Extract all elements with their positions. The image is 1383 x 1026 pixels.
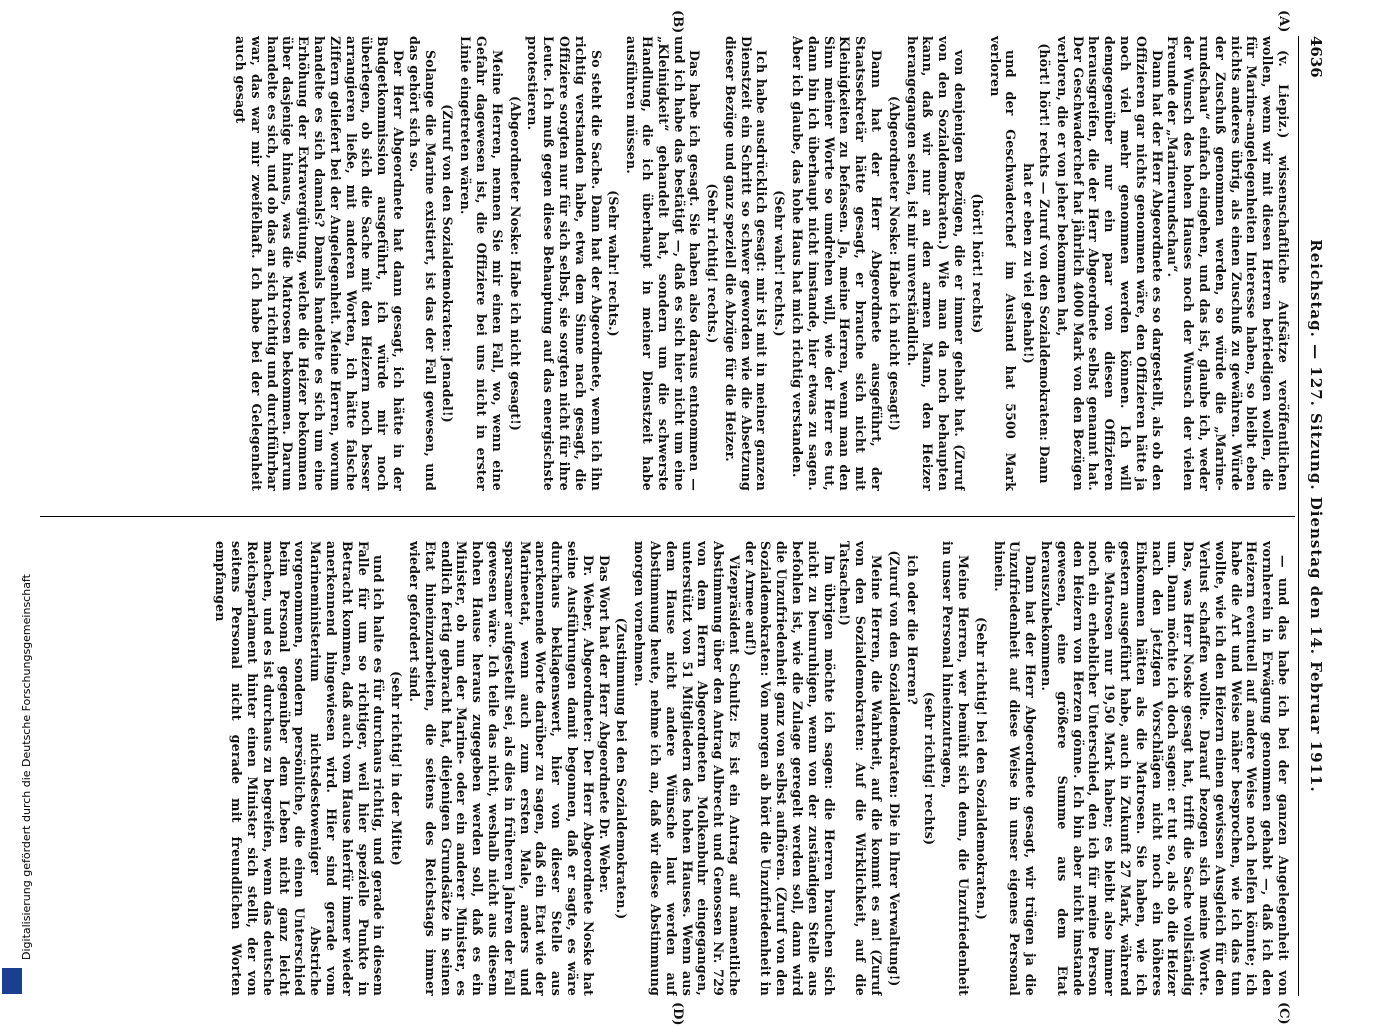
paragraph: und der Geschwaderchef im Ausland hat 5500 Mark verloren	[987, 36, 1019, 491]
paragraph: — und das habe ich bei der ganzen Angelegenheit von vornherein in Erwägung genommen gehabt —, daß ich den Heizern eventuell auf andere Weise noch helfen könnte; ich habe die Art und Weise näher besprochen, wie ich das tun wollte, wie ich den Heizern einen gewissen Ausgleich für den Verlust schaffen wollte. Darauf bezogen sich meine Worte. Das, was Herr Noske gesagt hat, trifft die Sache vollständig um. Dann möchte ich doch sagen: er tut so, als ob die Heizer nach den jetzigen Vorschlägen nicht noch ein höheres Einkommen hätten als die Matrosen. Sie haben, wie ich gestern ausgeführt habe, auch in Zukunft 27 Mark, während die Matrosen nur 19,50 Mark haben; es bleibt also immer noch ein erheblicher Unterschied, den ich für meine Person den Heizern von Herzen gönne. Ich bin aber nicht imstande gewesen, eine größere Summe aus dem Etat herauszubekommen.	[1039, 541, 1291, 996]
paragraph: Dann hat der Herr Abgeordnete es so dargestellt, als ob den Offizieren gar nichts genommen wäre, den Offizieren hätte ja noch viel mehr genommen werden können. Ich will demgegenüber nur ein paar von diesen Offizieren herausgreifen, die der Herr Abgeordnete selbst genannt hat. Der Geschwaderchef hat jährlich 4000 Mark von den Bezügen verloren, die er von jeher bekommen hat,	[1054, 36, 1165, 491]
paragraph: und ich halte es für durchaus richtig, und gerade in diesem Falle für um so richtiger, weil hier spezielle Punkte in Betracht kommen, daß auch vom Hause hierfür immer wieder anerkennend hingewiesen wird. Hier sind gerade vom Marineministerium nichtsdestoweniger Abstriche vorgenommen, sondern persönliche, die einen Unterschied beim Personal gegenüber dem Leben nicht ganz leicht machen, und es ist durchaus zu begreifen, wenn das deutsche Reichsparlament hinter einen Minister sich stellt, der von seitens Personal nicht gerade mit freundlichen Worten empfangen	[213, 541, 387, 996]
paragraph: Solange die Marine existiert, ist das der Fall gewesen, und das gehört sich so.	[406, 36, 438, 491]
dfg-logo	[2, 968, 22, 994]
paragraph: ich oder die Herren?	[904, 555, 920, 705]
paragraph: Der Herr Abgeordnete hat dann gesagt, ich hätte in der Budgetkommission ausgeführt, ich würde mir noch überlegen, ob sich die Sache mit den Heizern noch besser arrangieren ließe, mit anderen Worten, ich hätte falsche Ziffern geliefert bei der Angelegenheit. Meine Herren, worum handelte es sich damals? Damals handelte es sich um eine Erhöhung der Extravergütung, welche die Heizer bekommen über dasjenige hinaus, was die Matrosen bekommen. Darum handelte es sich, und ob das an sich richtig und durchführbar war, das war mir zweifelhaft. Ich habe bei der Gelegenheit auch gesagt	[233, 36, 406, 491]
interjection: (Abgeordneter Noske: Habe ich nicht gesagt!)	[507, 95, 523, 432]
paragraph: Meine Herren, wer bemüht sich denn, die Unzufriedenheit in unser Personal hineinzutragen,	[940, 541, 972, 996]
paragraph: Im übrigen möchte ich sagen: die Herren brauchen sich nicht zu beunruhigen, wenn von der zuständigen Stelle aus befohlen ist, wie die Zulage geregelt werden soll, dann wird die Unzufriedenheit ganz von selbst aufhören. (Zuruf von den Sozialdemokraten: Von morgen ab hört die Unzufriedenheit in der Armee auf!)	[742, 541, 837, 996]
page-number: 4636	[1307, 36, 1325, 78]
left-column	[41, 36, 1291, 491]
paragraph: Meine Herren, nennen Sie mir einen Fall, wo, wenn eine Gefahr dagewesen ist, die Offiziere bei uns nicht in erster Linie eingetreten wären.	[458, 36, 505, 491]
credit-text: Digitalisierung gefördert durch die Deutsche Forschungsgemeinschaft	[20, 574, 33, 960]
interjection: (hört! hört! rechts — Zuruf von den Sozialdemokraten: Dann hat er eben zu viel gehabt!)	[1021, 43, 1053, 484]
interjection: (sehr richtig! rechts)	[922, 691, 938, 846]
interjection: (Sehr wahr! rechts.)	[772, 190, 788, 337]
paragraph: Dr. Weber, Abgeordneter: Der Herr Abgeordnete Noske hat seine Ausführungen damit begonnen, daß er sagte, es wäre durchaus beklagenswert, hier von dieser Stelle aus anerkennende Worte darüber zu sagen, daß ein Etat wie der Marineetat, wenn auch zum ersten Male, anders und sparsamer aufgestellt sei, als dies in früheren Jahren der Fall gewesen wäre. Ich teile das nicht, weshalb nicht aus diesem hohen Hause heraus zugegeben werden soll, daß es ein Minister, ob nun der Marine- oder ein anderer Minister, es endlich fertig gebracht hat, diejenigen Grundsätze in seinen Etat hineinzuarbeiten, die seitens des Reichstags immer wieder gefordert sind.	[406, 541, 596, 996]
page-header	[1295, 36, 1325, 996]
paragraph: Vizepräsident Schultz: Es ist ein Antrag auf namentliche Abstimmung über den Antrag Albrecht und Genossen Nr. 729 von dem Herrn Abgeordneten Molkenbuhr eingegangen, unterstützt von 51 Mitgliedern des hohen Hauses. Wenn aus dem Hause nicht andere Wünsche laut werden auf Abstimmung heute, nehme ich an, daß wir diese Abstimmung morgen vornehmen.	[632, 541, 742, 996]
paragraph: Das Wort hat der Herr Abgeordnete Dr. Weber.	[596, 555, 612, 894]
interjection: (Abgeordneter Noske: Habe ich nicht gesagt!)	[886, 95, 902, 432]
interjection: (Zuruf von den Sozialdemokraten: Jenadel!)	[440, 104, 456, 423]
paragraph: Das habe ich gesagt. Sie haben also daraus entnommen — und ich habe das bestätigt —, daß es sich hier nicht um eine „Kleinigkeit“ gehandelt hat, sondern um die schwerste Handlung, die ich überhaupt in meiner Dienstzeit habe ausführen müssen.	[624, 36, 703, 491]
margin-mark-b: (B)	[670, 10, 685, 34]
interjection: (Sehr richtig! rechts.)	[705, 183, 721, 344]
header-rule	[1298, 36, 1299, 996]
paragraph: Dann hat der Herr Abgeordnete gesagt, wir trügen ja die Unzufriedenheit auf diese Weise in unser eigenes Personal hinein.	[991, 541, 1039, 996]
paragraph: Ich habe ausdrücklich gesagt: mir ist mit in meiner ganzen Dienstzeit ein Schritt so schwer geworden wie die Absetzung dieser Bezüge und ganz speziell die Abzüge für die Heizer.	[722, 36, 770, 491]
interjection: (sehr richtig! in der Mitte)	[389, 671, 405, 866]
paragraph: So steht die Sache. Dann hat der Abgeordnete, wenn ich ihn richtig verstanden habe, etwa dem Sinne nach gesagt, die Offiziere sorgten nur für sich selbst, sie sorgten nicht für ihre Leute. Ich muß gegen diese Behauptung auf das energischste protestieren.	[525, 36, 604, 491]
paragraph: Meine Herren, die Wahrheit, auf die kommt es an! (Zuruf von den Sozialdemokraten: Auf die Wirklichkeit, auf die Tatsachen!)	[837, 541, 885, 996]
column-separator	[40, 516, 1295, 517]
interjection: (Sehr richtig! bei den Sozialdemokraten.)	[973, 616, 989, 921]
paragraph: (v. Liepiz.) wissenschaftliche Aufsätze veröffentlichen wollen, wenn wir mit diesen Herren befriedigen wollen, die für Marine-angelegenheiten Interesse haben, so bleibt eben nichts anderes übrig, als einen Zuschuß zu gewähren. Würde der Zuschuß genommen werden, so würde die „Marine-rundschau“ einfach eingehen, und das ist, glaube ich, weder der Wunsch des hohen Hauses noch der Wunsch der vielen Freunde der „Marinerundschau“.	[1165, 36, 1291, 491]
page-title: Reichstag. — 127. Sitzung. Dienstag den 14. Februar 1911.	[1307, 239, 1325, 793]
right-column	[41, 541, 1291, 996]
digitization-credit	[2, 100, 33, 960]
paragraph: Dann hat der Herr Abgeordnete ausgeführt, der Staatssekretär hätte gesagt, er brauche sich nicht mit Kleinigkeiten zu befassen. Ja, meine Herren, wenn man den Sinn meiner Worte so umdrehen will, wie der Herr es tut, dann bin ich überhaupt nicht imstande, hier etwas zu sagen. Aber ich glaube, das hohe Haus hat mich richtig verstanden.	[790, 36, 885, 491]
interjection: (Zuruf von den Sozialdemokraten: Die in Ihrer Verwaltung!)	[886, 550, 902, 987]
interjection: (Sehr wahr! rechts.)	[606, 190, 622, 337]
paragraph: von denjenigen Bezügen, die er immer gehabt hat. (Zuruf von den Sozialdemokraten.) Wie man da noch behaupten kann, daß wir nur an den armen Mann, den Heizer herangegangen seien, ist mir unverständlich.	[904, 36, 968, 491]
margin-mark-a: (A)	[1276, 10, 1291, 33]
interjection: (Zustimmung bei den Sozialdemokraten.)	[614, 617, 630, 920]
margin-mark-c: (C)	[1276, 1002, 1291, 1025]
interjection: (hört! hört! rechts)	[969, 193, 985, 334]
document-page	[35, 10, 1325, 1026]
margin-mark-d: (D)	[670, 1002, 685, 1026]
